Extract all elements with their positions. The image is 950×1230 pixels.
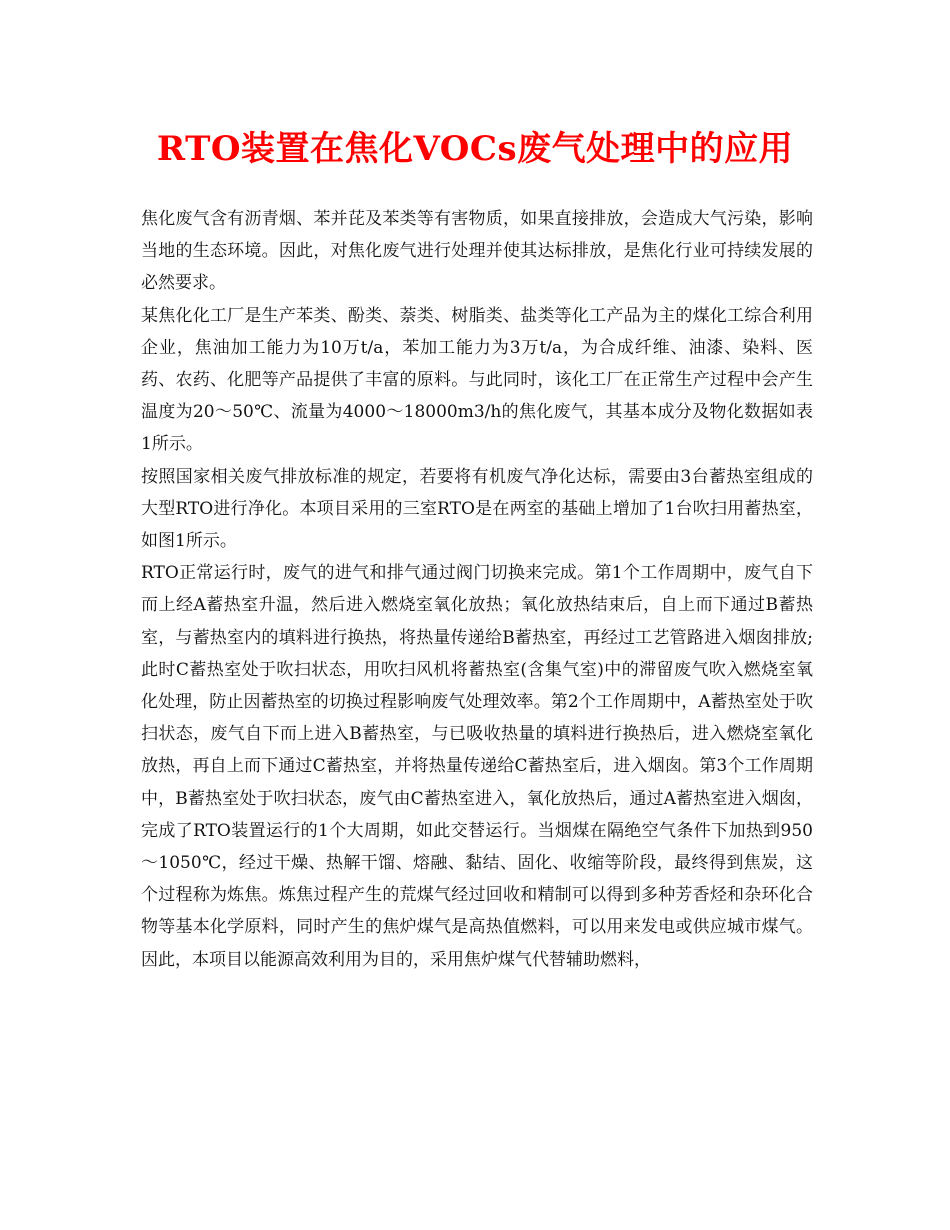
paragraph-intro: 焦化废气含有沥青烟、苯并芘及苯类等有害物质，如果直接排放，会造成大气污染，影响当地的生态环境。因此，对焦化废气进行处理并使其达标排放，是焦化行业可持续发展的必然要求。 xyxy=(141,209,813,294)
document-title: RTO装置在焦化VOCs废气处理中的应用 xyxy=(156,129,794,169)
paragraph-standard: 按照国家相关废气排放标准的规定，若要将有机废气净化达标，需要由3台蓄热室组成的大型RTO进行净化。本项目采用的三室RTO是在两室的基础上增加了1台吹扫用蓄热室，如图1所示。 xyxy=(141,466,813,552)
paragraph-plant: 某焦化化工厂是生产苯类、酚类、萘类、树脂类、盐类等化工产品为主的煤化工综合利用企业，焦油加工能力为10万t/a，苯加工能力为3万t/a，为合成纤维、油漆、染料、医药、农药、化肥等产品提供了丰富的原料。与此同时，该化工厂在正常生产过程中会产生温度为20～50℃、流量为4000～18000m3/h的焦化废气，其基本成分及物化数据如表1所示。 xyxy=(141,305,813,455)
paragraph-operation: RTO正常运行时，废气的进气和排气通过阀门切换来完成。第1个工作周期中，废气自下而上经A蓄热室升温，然后进入燃烧室氧化放热；氧化放热结束后，自上而下通过B蓄热室，与蓄热室内的填料进行换热，将热量传递给B蓄热室，再经过工艺管路进入烟囱排放;此时C蓄热室处于吹扫状态，用吹扫风机将蓄热室(含集气室)中的滞留废气吹入燃烧室氧化处理，防止因蓄热室的切换过程影响废气处理效率。第2个工作周期中，A蓄热室处于吹扫状态，废气自下而上进入B蓄热室，与已吸收热量的填料进行换热后，进入燃烧室氧化放热，再自上而下通过C蓄热室，并将热量传递给C蓄热室后，进入烟囱。第3个工作周期中，B蓄热室处于吹扫状态，废气由C蓄热室进入，氧化放热后，通过A蓄热室进入烟囱，完成了RTO装置运行的1个大周期，如此交替运行。当烟煤在隔绝空气条件下加热到950～1050℃，经过干燥、热解干馏、熔融、黏结、固化、收缩等阶段，最终得到焦炭，这个过程称为炼焦。炼焦过程产生的荒煤气经过回收和精制可以得到多种芳香烃和杂环化合物等基本化学原料，同时产生的焦炉煤气是高热值燃料，可以用来发电或供应城市煤气。因此，本项目以能源高效利用为目的，采用焦炉煤气代替辅助燃料， xyxy=(141,563,813,970)
document-body xyxy=(141,203,813,976)
